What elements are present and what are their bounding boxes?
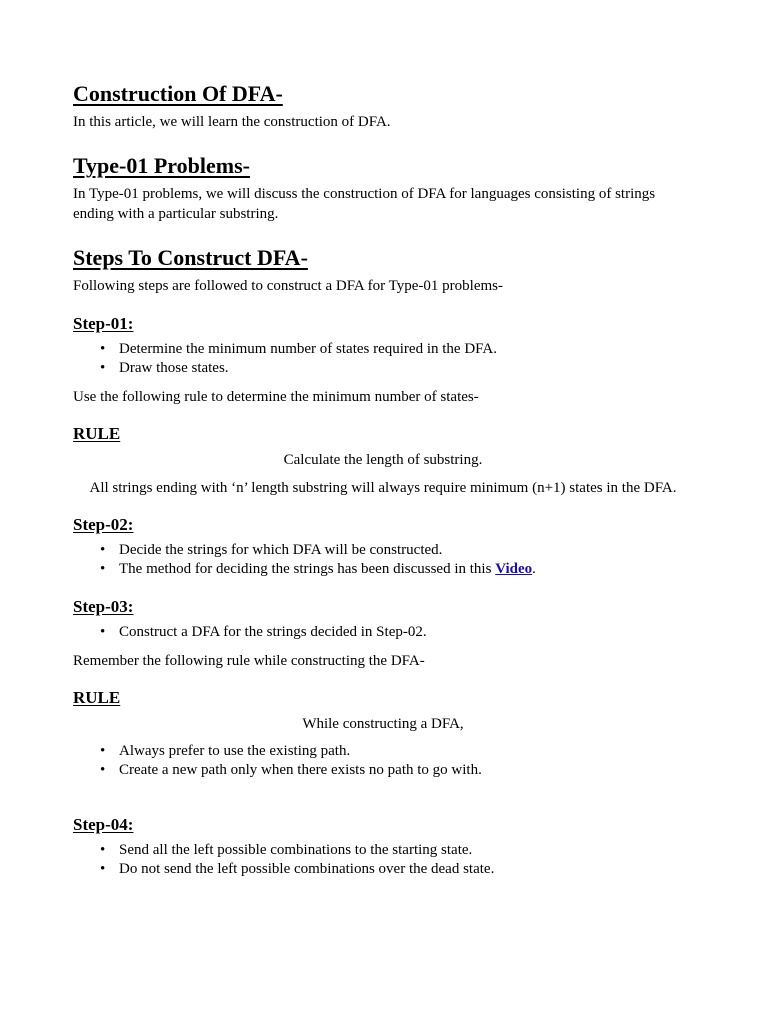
bullet-icon: • [100,341,106,357]
rule2-list [73,742,693,780]
step02-heading: Step-02: [73,515,134,534]
bullet-icon: • [100,624,106,640]
list-item: • Do not send the left possible combinations over the dead state. [100,861,495,877]
type01-heading: Type-01 Problems- [73,153,250,178]
step03-after: Remember the following rule while constructing the DFA- [73,653,425,669]
list-item: • Draw those states. [100,360,229,376]
bullet-icon: • [100,861,106,877]
steps-heading: Steps To Construct DFA- [73,245,308,270]
step03-heading: Step-03: [73,597,134,616]
step03-list [73,623,693,642]
list-item: • Send all the left possible combinations to the starting state. [100,842,473,858]
step02-list [73,541,693,579]
rule2-heading: RULE [73,688,121,707]
rule1-line2: All strings ending with ‘n’ length substring will always require minimum (n+1) states in the DFA. [89,480,677,496]
step04-heading: Step-04: [73,815,134,834]
list-item: • Determine the minimum number of states required in the DFA. [100,341,497,357]
step01-heading: Step-01: [73,314,134,333]
list-item: • Create a new path only when there exists no path to go with. [100,762,482,778]
list-item: • Always prefer to use the existing path. [100,743,351,759]
step01-list [73,340,693,378]
rule1-line1: Calculate the length of substring. [283,452,483,468]
bullet-icon: • [100,542,106,558]
list-item: • The method for deciding the strings has been discussed in this Video. [100,561,536,577]
intro-paragraph: In this article, we will learn the construction of DFA. [73,114,391,130]
page-title: Construction Of DFA- [73,81,283,106]
rule1-heading: RULE [73,424,121,443]
rule2-line1: While constructing a DFA, [302,716,464,732]
steps-paragraph: Following steps are followed to construct a DFA for Type-01 problems- [73,278,503,294]
bullet-icon: • [100,762,106,778]
step04-list [73,841,693,879]
bullet-icon: • [100,561,106,577]
bullet-icon: • [100,842,106,858]
video-link[interactable]: Video [495,561,533,577]
bullet-icon: • [100,743,106,759]
type01-paragraph: In Type-01 problems, we will discuss the construction of DFA for languages consisting of strings ending with a particular substring. [73,186,656,222]
bullet-icon: • [100,360,106,376]
list-item: • Decide the strings for which DFA will be constructed. [100,542,443,558]
list-item: • Construct a DFA for the strings decided in Step-02. [100,624,427,640]
step01-after: Use the following rule to determine the minimum number of states- [73,389,479,405]
